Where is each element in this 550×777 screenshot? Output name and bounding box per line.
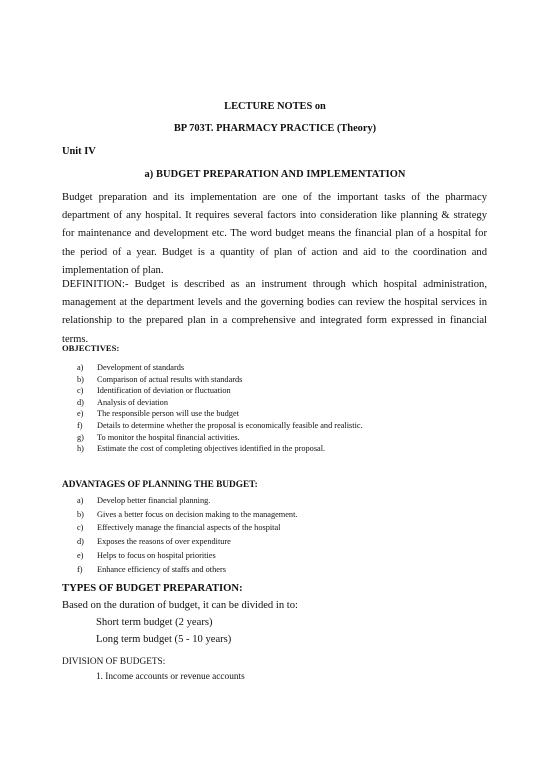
list-marker: a) xyxy=(77,496,84,505)
section-title: a) BUDGET PREPARATION AND IMPLEMENTATION xyxy=(144,169,406,180)
list-item-text: Exposes the reasons of over expenditure xyxy=(97,537,231,547)
list-item xyxy=(77,549,297,563)
intro-paragraph: Budget preparation and its implementation are one of the important tasks of the pharmacy department of any hospital. It requires several factors into consideration like planning & strategy for maintenance and development etc. The word budget means the financial plan of a hospital for the period of a year. Budget is a quantity of plan of action and aid to the coordination and implementation of plan. xyxy=(62,192,487,276)
list-marker: a) xyxy=(77,363,84,372)
advantages-heading: ADVANTAGES OF PLANNING THE BUDGET: xyxy=(62,480,258,490)
list-item xyxy=(77,420,363,432)
list-item xyxy=(77,408,363,420)
list-marker: c) xyxy=(77,523,84,533)
objectives-list xyxy=(77,362,363,455)
types-heading: TYPES OF BUDGET PREPARATION: xyxy=(62,583,243,594)
list-marker: h) xyxy=(77,444,84,454)
list-item-text: Estimate the cost of completing objectives identified in the proposal. xyxy=(97,444,326,454)
list-item-text: Identification of deviation or fluctuation xyxy=(97,386,231,396)
list-item xyxy=(77,508,297,522)
list-marker: e) xyxy=(77,409,84,419)
advantages-list xyxy=(77,494,297,576)
list-marker: b) xyxy=(77,509,84,519)
unit-label: Unit IV xyxy=(62,146,96,157)
definition-paragraph: DEFINITION:- Budget is described as an instrument through which hospital administration, management at the department levels and the governing bodies can review the hospital services in relationship to the prepared plan in a comprehensive and integrated form expressed in financial terms. xyxy=(62,279,487,345)
types-intro: Based on the duration of budget, it can be divided in to: xyxy=(62,600,298,611)
list-item-text: Enhance efficiency of staffs and others xyxy=(97,564,226,574)
list-item xyxy=(77,385,363,397)
list-marker: g) xyxy=(77,432,84,442)
list-item-text: The responsible person will use the budget xyxy=(97,409,239,419)
list-item-text: Helps to focus on hospital priorities xyxy=(97,550,216,560)
list-item xyxy=(77,521,297,535)
list-item xyxy=(77,374,363,386)
list-item xyxy=(77,563,297,577)
list-marker: d) xyxy=(77,537,84,547)
list-marker: f) xyxy=(77,564,83,574)
list-item-text: Effectively manage the financial aspects of the hospital xyxy=(97,523,281,533)
list-item xyxy=(77,443,363,455)
list-item-text: Develop better financial planning. xyxy=(97,496,211,505)
list-item-text: Development of standards xyxy=(97,363,185,372)
types-item-short-term: Short term budget (2 years) xyxy=(96,617,213,628)
list-item-text: Analysis of deviation xyxy=(97,397,168,407)
division-heading: DIVISION OF BUDGETS: xyxy=(62,657,166,667)
list-marker: b) xyxy=(77,374,84,384)
objectives-heading: OBJECTIVES: xyxy=(62,343,120,353)
list-item-text: Gives a better focus on decision making to the management. xyxy=(97,509,298,519)
list-item xyxy=(77,397,363,409)
list-marker: f) xyxy=(77,420,83,430)
list-item-text: Comparison of actual results with standards xyxy=(97,374,243,384)
types-item-long-term: Long term budget (5 - 10 years) xyxy=(96,634,232,645)
header-line-2: BP 703T. PHARMACY PRACTICE (Theory) xyxy=(173,123,377,134)
list-marker: e) xyxy=(77,550,84,560)
list-item-text: To monitor the hospital financial activities. xyxy=(97,432,240,442)
list-item xyxy=(77,535,297,549)
list-item xyxy=(77,362,363,374)
list-marker: d) xyxy=(77,397,84,407)
list-item-text: Details to determine whether the proposal is economically feasible and realistic. xyxy=(97,420,363,430)
header-line-1: LECTURE NOTES on xyxy=(224,101,326,112)
list-item xyxy=(77,432,363,444)
list-item xyxy=(77,494,297,508)
division-item: 1. Income accounts or revenue accounts xyxy=(96,672,245,682)
list-marker: c) xyxy=(77,386,84,396)
